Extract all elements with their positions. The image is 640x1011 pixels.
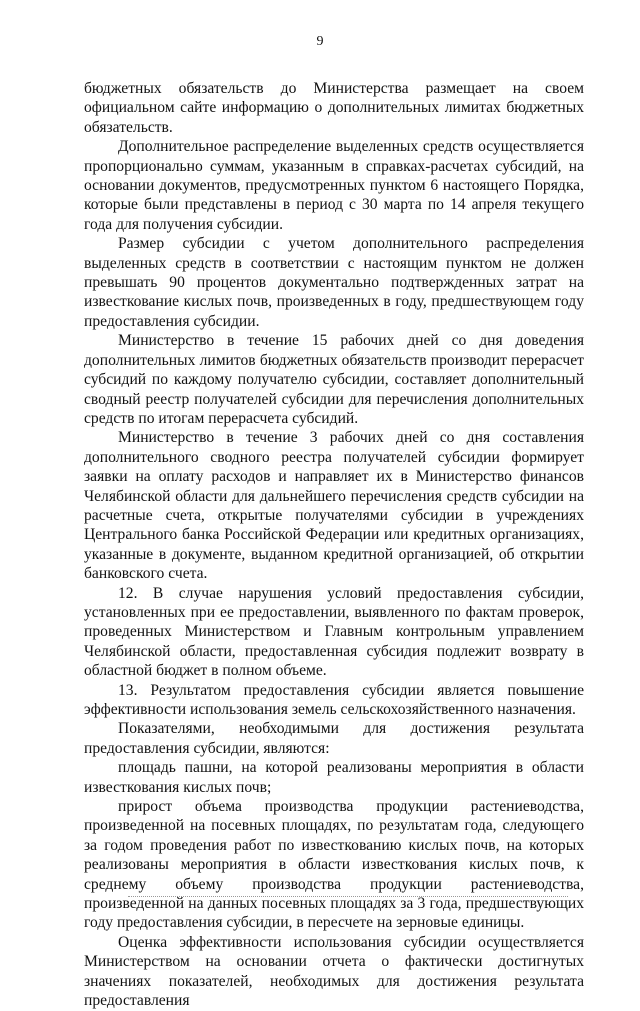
bottom-scan-edge: [128, 896, 568, 898]
paragraph-efficiency-evaluation: Оценка эффективности использования субсидии осуществляется Министерством на основании отчета о фактически достигнутых значениях показателей, необходимых для достижения результата предоставления: [84, 933, 584, 1010]
page-number: 9: [316, 34, 324, 49]
paragraph-item-13-result: 13. Результатом предоставления субсидии является повышение эффективности использования земель сельскохозяйственного назначения.: [84, 681, 584, 718]
paragraph-item-12-refund: 12. В случае нарушения условий предоставления субсидии, установленных при ее предоставлении, выявленного по фактам проверок, проведенных Министерством и Главным контрольным управлением Челябинской области, предоставленная субсидия подлежит возврату в областной бюджет в полном объеме.: [84, 584, 584, 680]
paragraph-recalculation: Министерство в течение 15 рабочих дней со дня доведения дополнительных лимитов бюджетных обязательств производит перерасчет субсидий по каждому получателю субсидии, составляет дополнительный сводный реестр получателей субсидии для перечисления дополнительных средств по итогам перерасчета субсидий.: [84, 332, 584, 427]
paragraph-payment-requests: Министерство в течение 3 рабочих дней со дня составления дополнительного сводного реестра получателей субсидии формирует заявки на оплату расходов и направляет их в Министерство финансов Челябинской области для дальнейшего перечисления средств субсидии на расчетные счета, открытые получателями субсидии в учреждениях Центрального банка Российской Федерации или кредитных организациях, указанные в документе, выданном кредитной организацией, об открытии банковского счета.: [84, 429, 584, 583]
paragraph-indicator-area: площадь пашни, на которой реализованы мероприятия в области известкования кислых почв;: [84, 759, 584, 796]
paragraph-additional-distribution: Дополнительное распределение выделенных средств осуществляется пропорционально суммам, указанным в справках-расчетах субсидий, на основании документов, предусмотренных пунктом 6 настоящего Порядка, которые были представлены в период с 30 марта по 14 апреля текущего года для получения субсидии.: [84, 138, 584, 233]
document-body: [84, 79, 584, 1011]
paragraph-continuation: бюджетных обязательств до Министерства размещает на своем официальном сайте информацию о дополнительных лимитах бюджетных обязательств.: [84, 80, 584, 136]
paragraph-subsidy-size-limit: Размер субсидии с учетом дополнительного распределения выделенных средств в соответствии с настоящим пунктом не должен превышать 90 процентов документально подтвержденных затрат на известкование кислых почв, произведенных в году, предшествующем году предоставления субсидии.: [84, 235, 584, 330]
paragraph-indicator-growth: прирост объема производства продукции растениеводства, произведенной на посевных площадях, по результатам года, следующего за годом проведения работ по известкованию кислых почв, на которых реализованы мероприятия в области известкования кислых почв, к среднему объему производства продукции растениеводства, произведенной на данных посевных площадях за 3 года, предшествующих году предоставления субсидии, в пересчете на зерновые единицы.: [84, 798, 584, 932]
paragraph-indicators-intro: Показателями, необходимыми для достижения результата предоставления субсидии, являются:: [84, 720, 584, 757]
